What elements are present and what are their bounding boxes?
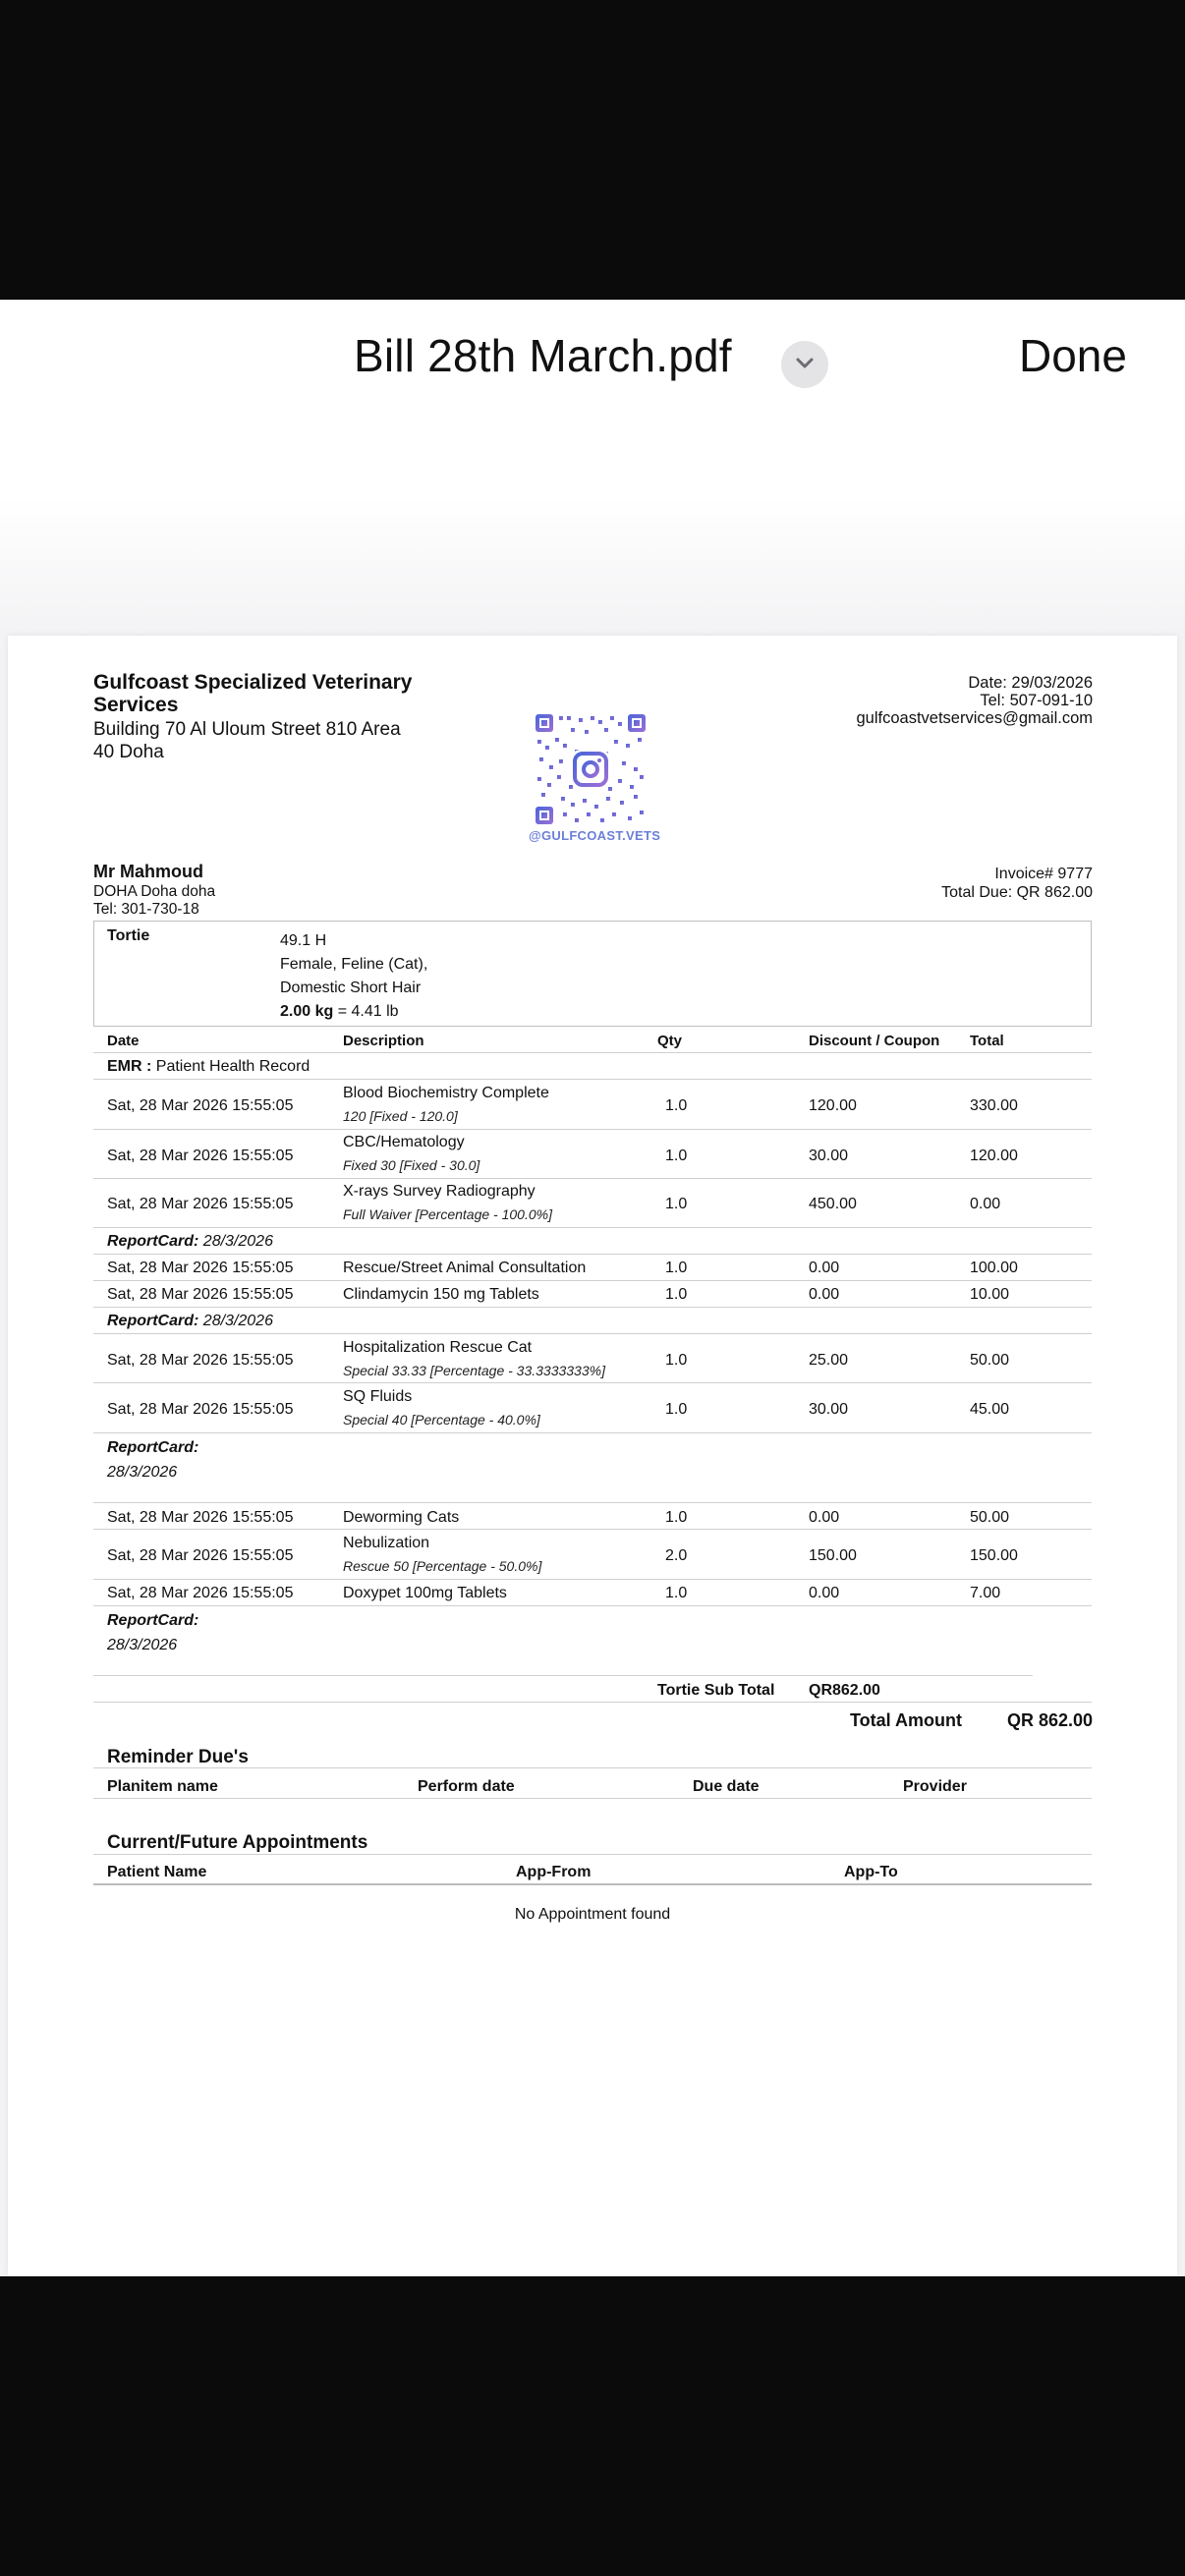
viewer-nav-bar: [0, 300, 1185, 496]
line-item-date: Sat, 28 Mar 2026 15:55:05: [107, 1148, 294, 1164]
line-item-qty: 2.0: [665, 1547, 688, 1564]
reportcard-row: [107, 1233, 273, 1251]
reportcard-label: ReportCard:: [107, 1313, 199, 1329]
line-item-discount: 0.00: [809, 1260, 840, 1276]
col-header-description: Description: [343, 1033, 424, 1049]
client-tel: Tel: 301-730-18: [93, 901, 199, 918]
line-item-discount: 0.00: [809, 1286, 840, 1303]
clinic-contact: [857, 674, 1094, 727]
line-item-qty: 1.0: [665, 1148, 688, 1164]
col-header-discount: Discount / Coupon: [809, 1033, 940, 1049]
divider: [93, 1798, 1092, 1799]
line-item-date: Sat, 28 Mar 2026 15:55:05: [107, 1196, 294, 1212]
line-item-date: Sat, 28 Mar 2026 15:55:05: [107, 1401, 294, 1418]
file-title[interactable]: Bill 28th March.pdf: [354, 330, 732, 381]
line-item-discount: 150.00: [809, 1547, 857, 1564]
line-item-description: Doxypet 100mg Tablets: [343, 1585, 507, 1601]
line-item-discount: 25.00: [809, 1352, 849, 1369]
line-item-qty: 1.0: [665, 1585, 688, 1601]
line-item-total: 10.00: [970, 1286, 1010, 1303]
done-button[interactable]: Done: [1019, 330, 1127, 381]
line-item-discount-note: Special 40 [Percentage - 40.0%]: [343, 1412, 540, 1428]
line-item-description: SQ Fluids: [343, 1388, 413, 1405]
clinic-email: gulfcoastvetservices@gmail.com: [856, 709, 1093, 727]
line-item-description: Blood Biochemistry Complete: [343, 1085, 549, 1101]
invoice-date: Date: 29/03/2026: [968, 674, 1093, 692]
subtotal-value: QR862.00: [809, 1682, 880, 1699]
reportcard-label: ReportCard:: [107, 1439, 199, 1456]
divider: [93, 1529, 1092, 1530]
line-item-discount-note: Fixed 30 [Fixed - 30.0]: [343, 1157, 480, 1173]
line-item-total: 7.00: [970, 1585, 1001, 1601]
clinic-address: [93, 718, 447, 763]
divider: [93, 1854, 1092, 1855]
line-item-qty: 1.0: [665, 1286, 688, 1303]
line-item-discount: 30.00: [809, 1401, 849, 1418]
divider: [93, 1254, 1092, 1255]
line-item-total: 0.00: [970, 1196, 1001, 1212]
col-header-date: Date: [107, 1033, 140, 1049]
line-item-date: Sat, 28 Mar 2026 15:55:05: [107, 1585, 294, 1601]
emr-text: Patient Health Record: [151, 1058, 310, 1075]
total-amount-label: Total Amount: [850, 1710, 962, 1730]
line-item-total: 50.00: [970, 1509, 1010, 1526]
client-name: Mr Mahmoud: [93, 862, 203, 881]
invoice-summary: [941, 865, 1093, 902]
subtotal-label: Tortie Sub Total: [657, 1682, 775, 1699]
chevron-down-icon: [793, 351, 817, 379]
divider: [93, 1883, 1092, 1885]
line-item-total: 150.00: [970, 1547, 1018, 1564]
divider: [93, 1333, 1092, 1334]
divider: [93, 1382, 1092, 1383]
divider: [93, 1052, 1092, 1053]
emr-label: EMR :: [107, 1058, 152, 1075]
line-item-description: Nebulization: [343, 1535, 430, 1551]
patient-breed: Domestic Short Hair: [280, 980, 422, 996]
patient-name: Tortie: [107, 927, 150, 944]
title-menu-button[interactable]: [781, 341, 828, 388]
line-item-description: X-rays Survey Radiography: [343, 1183, 536, 1200]
line-item-date: Sat, 28 Mar 2026 15:55:05: [107, 1286, 294, 1303]
line-item-discount-note: Special 33.33 [Percentage - 33.3333333%]: [343, 1363, 605, 1378]
client-details: [93, 883, 215, 919]
line-item-qty: 1.0: [665, 1352, 688, 1369]
col-header-due-date: Due date: [693, 1778, 760, 1795]
line-item-discount-note: 120 [Fixed - 120.0]: [343, 1108, 458, 1124]
line-item-description: CBC/Hematology: [343, 1134, 465, 1150]
patient-box: [93, 921, 1092, 1027]
divider: [93, 1767, 1092, 1768]
line-item-total: 45.00: [970, 1401, 1010, 1418]
patient-weight-lb: = 4.41 lb: [333, 1003, 399, 1020]
line-item-qty: 1.0: [665, 1097, 688, 1114]
patient-sex-species: Female, Feline (Cat),: [280, 956, 428, 973]
divider: [93, 1432, 1092, 1433]
line-item-qty: 1.0: [665, 1509, 688, 1526]
divider: [93, 1280, 1092, 1281]
divider: [93, 1227, 1092, 1228]
line-item-date: Sat, 28 Mar 2026 15:55:05: [107, 1509, 294, 1526]
divider: [93, 1178, 1092, 1179]
clinic-address-line1: Building 70 Al Uloum Street 810 Area: [93, 719, 401, 740]
col-header-provider: Provider: [903, 1778, 967, 1795]
reportcard-date: 28/3/2026: [107, 1464, 178, 1481]
reportcard-label: ReportCard:: [107, 1233, 199, 1250]
emr-row: [107, 1058, 310, 1076]
line-item-description: Rescue/Street Animal Consultation: [343, 1260, 587, 1276]
status-area: [0, 0, 1185, 300]
line-item-qty: 1.0: [665, 1260, 688, 1276]
total-amount-value: QR 862.00: [1007, 1710, 1094, 1730]
line-item-discount-note: Rescue 50 [Percentage - 50.0%]: [343, 1558, 542, 1574]
col-header-perform-date: Perform date: [418, 1778, 515, 1795]
reportcard-date: 28/3/2026: [202, 1313, 273, 1329]
line-item-total: 50.00: [970, 1352, 1010, 1369]
line-item-qty: 1.0: [665, 1401, 688, 1418]
patient-id: 49.1 H: [280, 932, 327, 949]
divider: [93, 1307, 1092, 1308]
patient-weight-kg: 2.00 kg: [280, 1003, 334, 1020]
line-item-total: 120.00: [970, 1148, 1018, 1164]
col-header-total: Total: [970, 1033, 1004, 1049]
line-item-discount: 30.00: [809, 1148, 849, 1164]
line-item-description: Hospitalization Rescue Cat: [343, 1339, 533, 1356]
reportcard-label: ReportCard:: [107, 1612, 199, 1629]
instagram-qr-code: [536, 714, 646, 824]
line-item-total: 330.00: [970, 1097, 1018, 1114]
qr-label: @GULFCOAST.VETS: [529, 828, 661, 843]
pdf-page: [8, 636, 1177, 2276]
divider: [93, 1702, 1092, 1703]
divider: [93, 1579, 1092, 1580]
line-item-description: Clindamycin 150 mg Tablets: [343, 1286, 539, 1303]
home-area: [0, 2276, 1185, 2576]
divider: [93, 1129, 1092, 1130]
patient-weight: [280, 1000, 427, 1024]
viewer-gutter: [0, 496, 1185, 634]
no-appointment-message: No Appointment found: [514, 1906, 671, 1923]
line-item-date: Sat, 28 Mar 2026 15:55:05: [107, 1097, 294, 1114]
clinic-tel: Tel: 507-091-10: [980, 692, 1093, 709]
divider: [93, 1605, 1092, 1606]
line-item-date: Sat, 28 Mar 2026 15:55:05: [107, 1260, 294, 1276]
total-due: Total Due: QR 862.00: [941, 884, 1093, 901]
clinic-name: Gulfcoast Specialized Veterinary Services: [93, 671, 413, 716]
reportcard-row: [107, 1439, 198, 1457]
line-item-date: Sat, 28 Mar 2026 15:55:05: [107, 1547, 294, 1564]
client-city: DOHA Doha doha: [93, 883, 216, 900]
col-header-app-from: App-From: [516, 1864, 592, 1880]
invoice-number: Invoice# 9777: [994, 866, 1093, 882]
line-item-date: Sat, 28 Mar 2026 15:55:05: [107, 1352, 294, 1369]
col-header-qty: Qty: [657, 1033, 683, 1049]
reportcard-row: [107, 1612, 198, 1630]
line-item-discount-note: Full Waiver [Percentage - 100.0%]: [343, 1206, 552, 1222]
appointments-title: Current/Future Appointments: [107, 1832, 368, 1853]
col-header-app-to: App-To: [844, 1864, 898, 1880]
clinic-address-line2: 40 Doha: [93, 742, 164, 762]
col-header-planitem: Planitem name: [107, 1778, 218, 1795]
patient-info: [280, 929, 427, 1024]
reminders-title: Reminder Due's: [107, 1747, 249, 1767]
divider: [93, 1079, 1092, 1080]
divider: [93, 1675, 1033, 1676]
line-item-discount: 450.00: [809, 1196, 857, 1212]
reportcard-row: [107, 1313, 273, 1330]
line-item-discount: 0.00: [809, 1585, 840, 1601]
line-item-description: Deworming Cats: [343, 1509, 460, 1526]
line-item-discount: 120.00: [809, 1097, 857, 1114]
col-header-patient-name: Patient Name: [107, 1864, 207, 1880]
divider: [93, 1502, 1092, 1503]
reportcard-date: 28/3/2026: [107, 1637, 178, 1653]
line-item-discount: 0.00: [809, 1509, 840, 1526]
reportcard-date: 28/3/2026: [202, 1233, 273, 1250]
pdf-viewer: [0, 300, 1185, 2276]
line-item-qty: 1.0: [665, 1196, 688, 1212]
line-item-total: 100.00: [970, 1260, 1018, 1276]
